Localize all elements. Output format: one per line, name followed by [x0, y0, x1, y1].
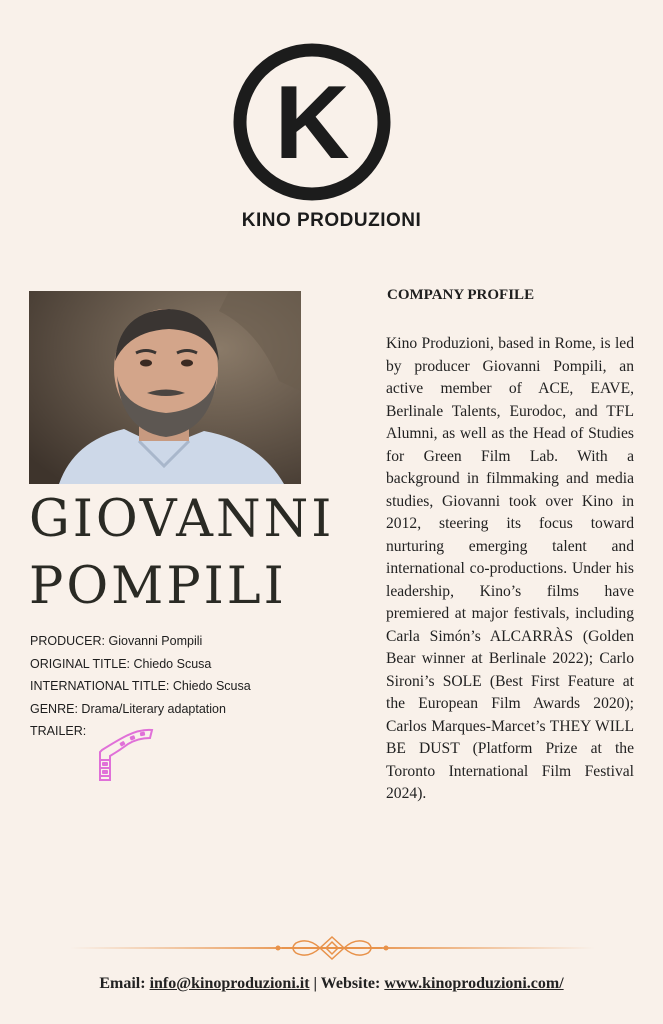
- kino-logo: [230, 40, 394, 204]
- website-link[interactable]: www.kinoproduzioni.com/: [384, 975, 564, 992]
- company-profile-heading: COMPANY PROFILE: [387, 287, 535, 303]
- producer-value: Giovanni Pompili: [108, 634, 203, 648]
- email-link[interactable]: info@kinoproduzioni.it: [149, 975, 310, 992]
- producer-label: PRODUCER:: [30, 634, 106, 648]
- genre-label: GENRE:: [30, 701, 78, 716]
- genre-value: Drama/Literary adaptation: [81, 701, 226, 716]
- logo-letter: K: [274, 65, 350, 181]
- film-reel-icon[interactable]: [98, 726, 154, 782]
- original-title-row: [30, 653, 360, 676]
- original-title-label: ORIGINAL TITLE:: [30, 656, 131, 671]
- international-title-value: Chiedo Scusa: [172, 679, 251, 694]
- footer-separator: |: [313, 975, 318, 992]
- producer-first-name: GIOVANNI: [29, 490, 335, 549]
- company-profile-text: Kino Produzioni, based in Rome, is led by producer Giovanni Pompili, an active member of ACE, EAVE, Berlinale Talents, Eurodoc, and TFL Alumni, as well as the Head of Studies for Green Film Lab. With a background in filmmaking and media studies, Giovanni took over Kino in 2012, steering its focus toward nurturing emerging talent and international co-productions. Under his leadership, Kino’s films have premiered at major festivals, including Carla Simón’s ALCARRÀS (Golden Bear winner at Berlinale 2022); Carlo Sironi’s SOLE (Best First Feature at the European Film Awards 2020); Carlos Marques-Marcet’s THEY WILL BE DUST (Platform Prize at the Toronto International Film Festival 2024).: [386, 335, 634, 802]
- original-title-value: Chiedo Scusa: [133, 656, 212, 671]
- ornamental-divider: [70, 935, 595, 961]
- genre-row: [30, 698, 360, 721]
- producer-photo: [29, 291, 301, 484]
- trailer-row: [30, 720, 360, 743]
- contact-footer: [0, 975, 663, 993]
- website-label: Website:: [320, 975, 381, 992]
- brand-name: KINO PRODUZIONI: [241, 210, 422, 231]
- email-label: Email:: [99, 975, 146, 992]
- trailer-label: TRAILER:: [30, 724, 87, 739]
- producer-row: [30, 630, 360, 653]
- film-details: [30, 630, 360, 743]
- international-title-label: INTERNATIONAL TITLE:: [30, 679, 170, 694]
- international-title-row: [30, 675, 360, 698]
- producer-last-name: POMPILI: [29, 557, 287, 616]
